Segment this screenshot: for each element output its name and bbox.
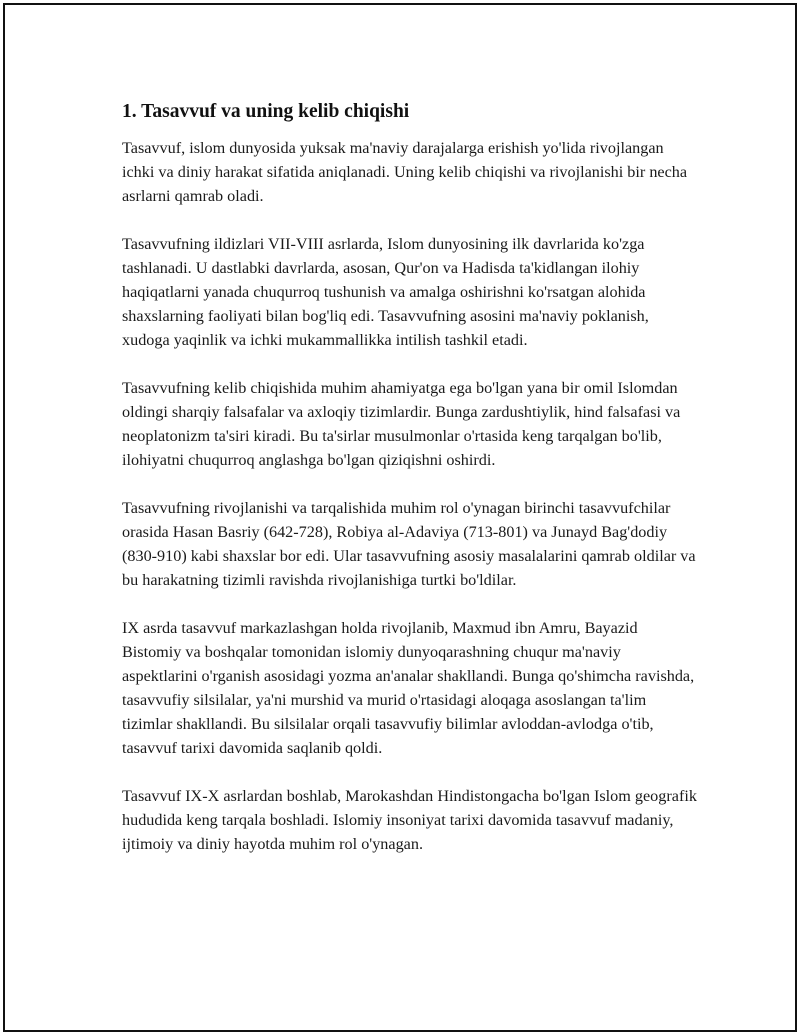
- section-title: 1. Tasavvuf va uning kelib chiqishi: [122, 101, 410, 122]
- paragraph-2: Tasavvufning ildizlari VII-VIII asrlarda, Islom dunyosining ilk davrlarida ko'zga tashlanadi. U dastlabki davrlarda, asosan, Qur'on va Hadisda ta'kidlangan ilohiy haqiqatlarni yanada chuqurroq tushunish va amalga oshirishni ko'rsatgan alohida shaxslarning faoliyati bilan bog'liq edi. Tasavvufning asosini ma'naviy poklanish, xudoga yaqinlik va ichki mukammallikka intilish tashkil etadi.: [122, 235, 649, 349]
- page-frame: [3, 3, 797, 1032]
- paragraph-4: Tasavvufning rivojlanishi va tarqalishida muhim rol o'ynagan birinchi tasavvufchilar orasida Hasan Basriy (642-728), Robiya al-Adaviya (713-801) va Junayd Bag'dodiy (830-910) kabi shaxslar bor edi. Ular tasavvufning asosiy masalalarini qamrab oldilar va bu harakatning tizimli ravishda rivojlanishiga turtki bo'ldilar.: [122, 499, 696, 589]
- paragraph-5: IX asrda tasavvuf markazlashgan holda rivojlanib, Maxmud ibn Amru, Bayazid Bistomiy va boshqalar tomonidan islomiy dunyoqarashning chuqur ma'naviy aspektlarini o'rganish asosidagi yozma an'analar shakllandi. Bunga qo'shimcha ravishda, tasavvufiy silsilalar, ya'ni murshid va murid o'rtasidagi aloqaga asoslangan ta'lim tizimlar shakllandi. Bu silsilalar orqali tasavvufiy bilimlar avloddan-avlodga o'tib, tasavvuf tarixi davomida saqlanib qoldi.: [122, 619, 695, 757]
- document-body: [122, 99, 697, 880]
- paragraph-1: Tasavvuf, islom dunyosida yuksak ma'naviy darajalarga erishish yo'lida rivojlangan ichki va diniy harakat sifatida aniqlanadi. Uning kelib chiqishi va rivojlanishi bir necha asrlarni qamrab oladi.: [122, 139, 688, 205]
- paragraph-3: Tasavvufning kelib chiqishida muhim ahamiyatga ega bo'lgan yana bir omil Islomdan oldingi sharqiy falsafalar va axloqiy tizimlardir. Bunga zardushtiylik, hind falsafasi va neoplatonizm ta'siri kiradi. Bu ta'sirlar musulmonlar o'rtasida keng tarqalgan bo'lib, ilohiyatni chuqurroq anglashga bo'lgan qiziqishni oshirdi.: [122, 379, 681, 469]
- paragraph-6: Tasavvuf IX-X asrlardan boshlab, Marokashdan Hindistongacha bo'lgan Islom geografik hududida keng tarqala boshladi. Islomiy insoniyat tarixi davomida tasavvuf madaniy, ijtimoiy va diniy hayotda muhim rol o'ynagan.: [122, 787, 697, 853]
